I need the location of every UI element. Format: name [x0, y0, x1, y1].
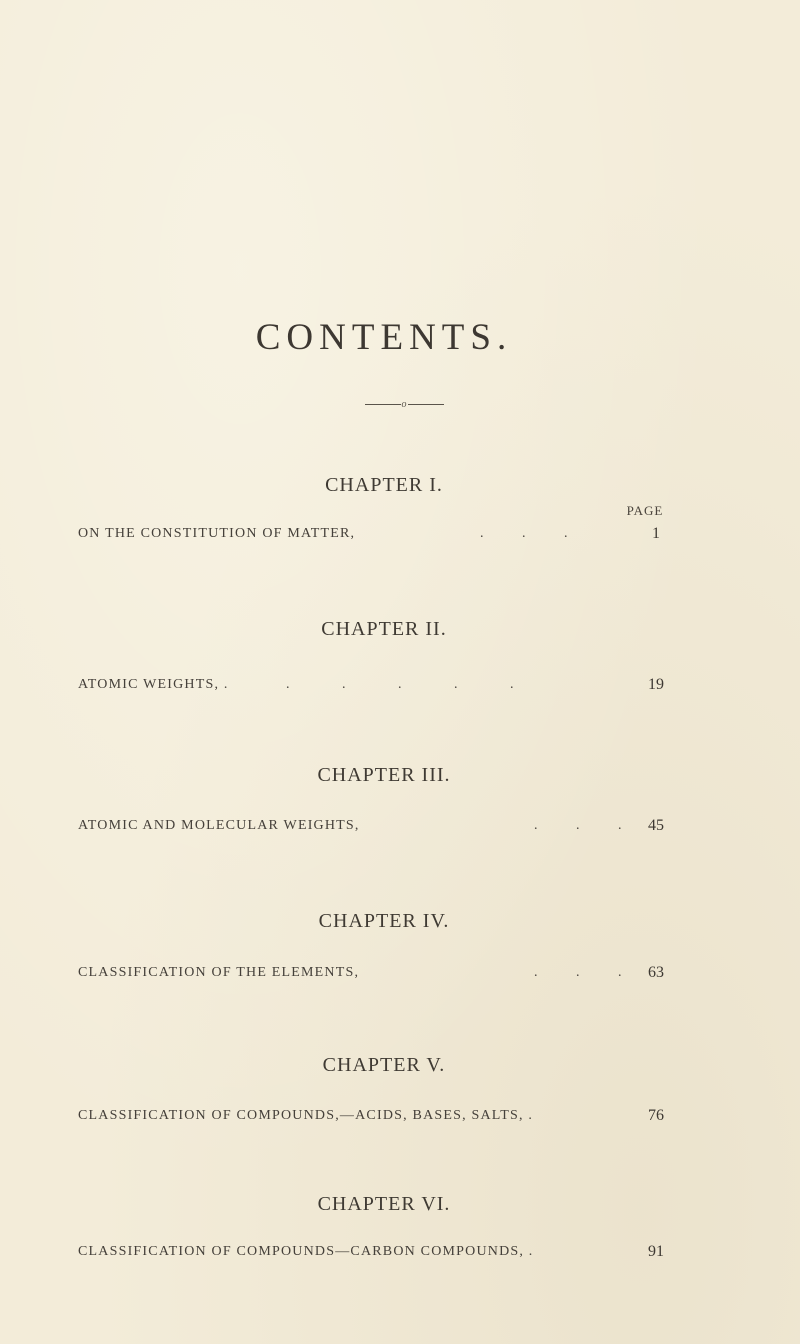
chapter-heading: CHAPTER VI.	[317, 1193, 451, 1215]
page-column-label: PAGE	[626, 503, 664, 518]
toc-entry-page: 19	[648, 676, 664, 693]
toc-entry[interactable]	[78, 1244, 678, 1266]
toc-entry-title: CLASSIFICATION OF COMPOUNDS—CARBON COMPOUNDS, .	[78, 1244, 534, 1259]
toc-entry-page: 63	[648, 964, 664, 981]
leader-dots: . . .	[534, 965, 622, 980]
ornament-rule-left	[365, 404, 401, 405]
chapter-heading: CHAPTER I.	[325, 474, 443, 496]
toc-entry-page: 91	[648, 1243, 664, 1260]
title-ornament	[362, 398, 446, 410]
chapter-heading: CHAPTER II.	[321, 618, 447, 640]
toc-entry-title: ATOMIC AND MOLECULAR WEIGHTS,	[78, 818, 360, 833]
toc-entry-title: CLASSIFICATION OF COMPOUNDS,—ACIDS, BASES, SALTS, .	[78, 1108, 534, 1123]
chapter-heading: CHAPTER III.	[317, 764, 451, 786]
toc-entry-page: 1	[652, 525, 660, 542]
toc-entry-page: 76	[648, 1107, 664, 1124]
toc-entry[interactable]	[78, 526, 678, 548]
leader-dots: . . . . .	[286, 677, 514, 692]
toc-entry-title: ATOMIC WEIGHTS, .	[78, 677, 229, 692]
chapter-heading: CHAPTER IV.	[318, 910, 450, 932]
toc-entry[interactable]	[78, 677, 678, 699]
toc-entry-title: ON THE CONSTITUTION OF MATTER,	[78, 526, 356, 541]
toc-entry[interactable]	[78, 1108, 678, 1130]
leader-dots: . . .	[480, 526, 568, 541]
toc-entry[interactable]	[78, 965, 678, 987]
chapter-heading: CHAPTER V.	[322, 1054, 446, 1076]
toc-entry-title: CLASSIFICATION OF THE ELEMENTS,	[78, 965, 360, 980]
ornament-mark: o	[401, 398, 407, 410]
toc-entry-page: 45	[648, 817, 664, 834]
ornament-rule-right	[408, 404, 444, 405]
page-title: CONTENTS.	[255, 317, 513, 358]
leader-dots: . . .	[534, 818, 622, 833]
toc-entry[interactable]	[78, 818, 678, 840]
